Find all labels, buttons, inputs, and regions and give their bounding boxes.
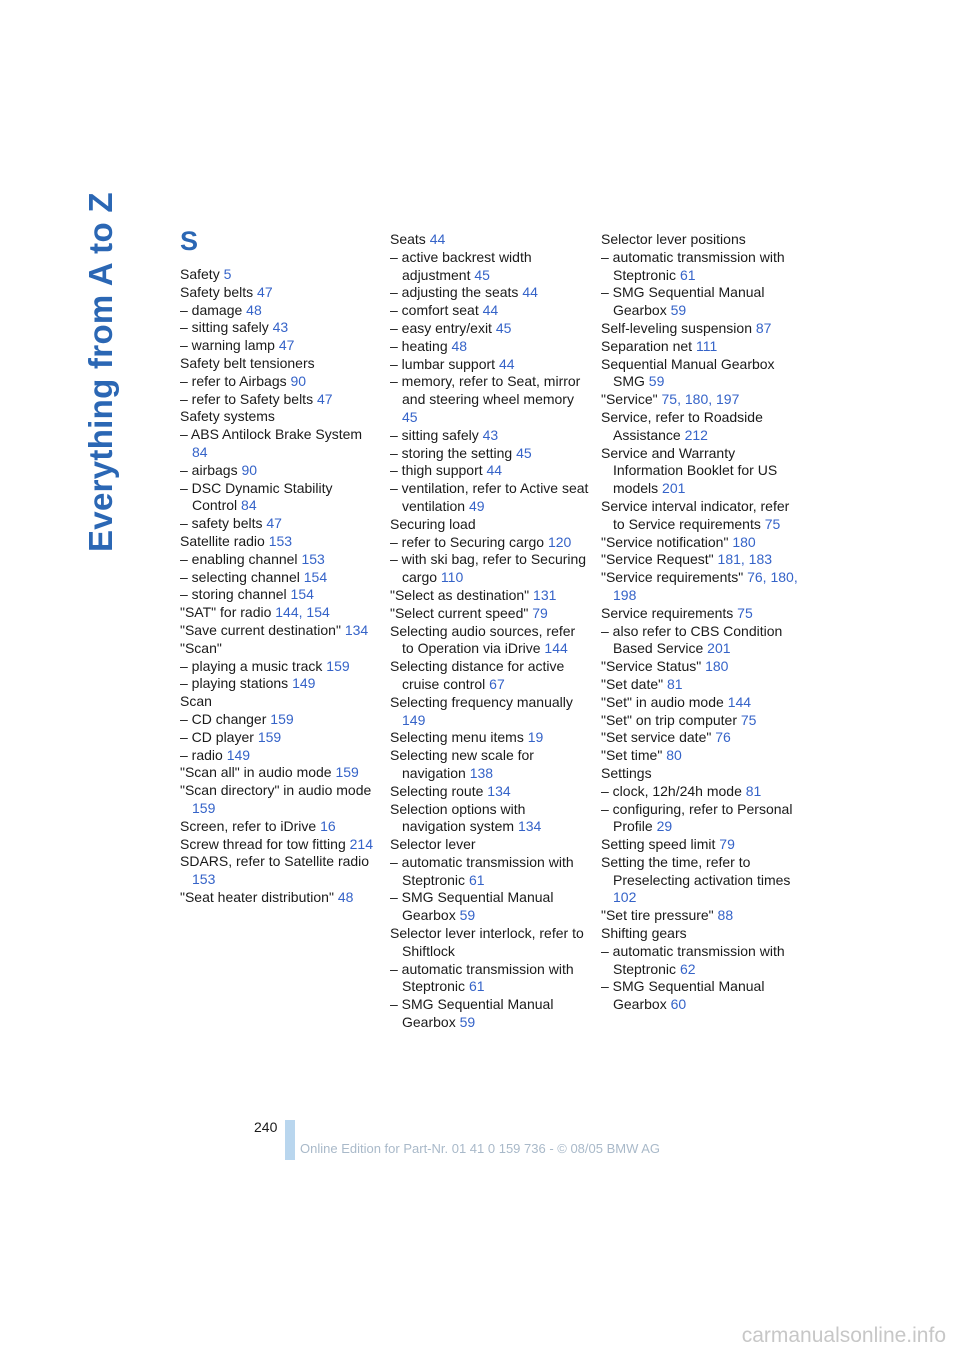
index-entry [390, 373, 590, 426]
index-entry [180, 764, 380, 782]
page-reference-link[interactable]: 5 [223, 266, 232, 282]
index-entry [390, 623, 590, 659]
entry-term: – thigh support [390, 462, 487, 479]
index-entry [601, 729, 801, 747]
page-reference-link[interactable]: 47 [316, 390, 333, 407]
page-reference-link[interactable]: 159 [270, 710, 294, 727]
page-reference-link[interactable]: 81 [666, 675, 683, 692]
index-entry [390, 854, 590, 890]
entry-term: – damage [180, 301, 247, 318]
index-entry [390, 320, 590, 338]
entry-term: – with ski bag, refer to Securing cargo [390, 551, 587, 586]
entry-term: – refer to Airbags [180, 372, 291, 389]
entry-term: Securing load [390, 515, 476, 532]
index-entry [180, 640, 380, 658]
entry-term: "Service notification" [601, 533, 733, 550]
page-reference-link[interactable]: 45 [474, 266, 490, 283]
page-reference-link[interactable]: 44 [522, 284, 538, 301]
index-entry [390, 302, 590, 320]
entry-term: Setting the time, refer to Preselecting activation times [601, 853, 791, 888]
page-reference-link[interactable]: 75 [764, 515, 781, 532]
page-reference-link[interactable]: 201 [707, 640, 731, 657]
index-entry [390, 551, 590, 587]
index-entry [390, 231, 590, 249]
entry-term: Selecting audio sources, refer to Operation via iDrive [390, 622, 576, 657]
entry-term: "Set" on trip computer [601, 711, 741, 728]
entry-term: "Set service date" [601, 729, 716, 746]
page-reference-link[interactable]: 214 [349, 835, 373, 852]
entry-term: – automatic transmission with Steptronic [601, 248, 785, 283]
side-title-bar [0, 0, 160, 1358]
page-reference-link[interactable]: 90 [290, 372, 307, 389]
index-entry [390, 427, 590, 445]
index-entry [180, 622, 380, 640]
page-reference-link[interactable]: 144 [727, 693, 752, 710]
page-reference-link[interactable]: 59 [648, 373, 665, 390]
index-entry [601, 801, 801, 837]
entry-term: Screen, refer to iDrive [180, 817, 321, 834]
index-column-2 [390, 231, 590, 1032]
entry-term: "Select as destination" [390, 586, 534, 603]
index-entry [180, 462, 380, 480]
page-reference-link[interactable]: 120 [547, 533, 572, 550]
entry-term: – safety belts [180, 515, 267, 532]
page-reference-link[interactable]: 61 [679, 266, 696, 283]
page-reference-link[interactable]: 61 [468, 871, 485, 888]
page-reference-link[interactable]: 44 [482, 302, 499, 319]
entry-term: Safety belt tensioners [180, 354, 315, 371]
page-reference-link[interactable]: 67 [489, 675, 505, 692]
index-entry [390, 534, 590, 552]
entry-term: – automatic transmission with Steptronic [390, 853, 574, 888]
index-entry [601, 943, 801, 979]
entry-term: Self-leveling suspension [601, 319, 756, 336]
page-reference-link[interactable]: 149 [292, 675, 316, 692]
entry-term: – easy entry/exit [390, 319, 496, 336]
index-entry [601, 569, 801, 605]
page-reference-link[interactable]: 212 [684, 426, 708, 443]
page-reference-link[interactable]: 79 [719, 836, 735, 853]
page-reference-link[interactable]: 180 [705, 658, 729, 675]
page-reference-link[interactable]: 149 [402, 711, 426, 728]
page-reference-link[interactable]: 159 [326, 657, 350, 674]
entry-term: "Service Status" [601, 658, 706, 675]
page-reference-link[interactable]: 76, 180, 198 [613, 569, 798, 603]
index-entry [390, 605, 590, 623]
index-entry [390, 587, 590, 605]
page-reference-link[interactable]: 48 [246, 301, 262, 318]
entry-term: Setting speed limit [601, 836, 720, 853]
entry-term: – ABS Antilock Brake System [180, 426, 363, 443]
entry-term: – ventilation, refer to Active seat ventilation [390, 480, 589, 514]
page-reference-link[interactable]: 111 [695, 337, 718, 354]
index-entry [180, 889, 380, 907]
page-reference-link[interactable]: 19 [527, 729, 544, 746]
index-entry [180, 604, 380, 622]
page-reference-link[interactable]: 84 [241, 497, 257, 514]
page-number: 240 [254, 1119, 278, 1135]
entry-term: "Scan" [180, 639, 222, 656]
entry-term: Selecting menu items [390, 729, 528, 746]
index-column-3 [601, 231, 801, 1014]
entry-term: "Service" [601, 391, 662, 408]
page-reference-link[interactable]: 90 [241, 461, 258, 478]
page-reference-link[interactable]: 110 [440, 569, 464, 586]
index-entry [180, 391, 380, 409]
index-entry [601, 658, 801, 676]
index-entry [180, 836, 380, 854]
entry-term: – DSC Dynamic Stability Control [180, 479, 333, 514]
page-reference-link[interactable]: 84 [192, 443, 208, 460]
entry-term: – storing the setting [390, 444, 517, 461]
entry-term: – enabling channel [180, 550, 302, 567]
entry-term: Service requirements [601, 604, 738, 621]
entry-term: – radio [180, 746, 227, 763]
index-entry [180, 426, 380, 462]
entry-term: "Set time" [601, 747, 667, 764]
index-entry [180, 551, 380, 569]
page-reference-link[interactable]: 47 [278, 337, 295, 354]
index-entry [390, 996, 590, 1032]
entry-term: Satellite radio [180, 532, 269, 549]
entry-term: – storing channel [180, 586, 291, 603]
index-entry [180, 408, 380, 426]
page-reference-link[interactable]: 180 [732, 533, 756, 550]
page-reference-link[interactable]: 159 [257, 728, 282, 745]
index-entry [180, 302, 380, 320]
entry-term: Service interval indicator, refer to Service requirements [601, 497, 790, 532]
entry-term: "Seat heater distribution" [180, 888, 338, 905]
index-entry [180, 586, 380, 604]
entry-term: Selector lever positions [601, 231, 746, 247]
index-entry [390, 249, 590, 285]
side-title: Everything from A to Z [82, 192, 119, 552]
index-entry [180, 319, 380, 337]
entry-term: – lumbar support [390, 355, 499, 372]
index-entry [601, 356, 801, 392]
entry-term: – comfort seat [390, 302, 483, 319]
entry-term: "Service Request" [601, 551, 718, 568]
page-reference-link[interactable]: 153 [268, 532, 293, 549]
index-entry [390, 445, 590, 463]
entry-term: "Set date" [601, 675, 667, 692]
index-entry [180, 729, 380, 747]
index-entry [601, 925, 801, 943]
entry-term: – SMG Sequential Manual Gearbox [390, 889, 554, 924]
entry-term: Safety belts [180, 283, 258, 300]
page-reference-link[interactable]: 48 [451, 337, 468, 354]
index-entry [390, 658, 590, 694]
index-entry [180, 853, 380, 889]
entry-term: "Select current speed" [390, 604, 533, 621]
entry-term: – refer to Securing cargo [390, 533, 548, 550]
page-reference-link[interactable]: 144, 154 [275, 604, 330, 621]
page-reference-link[interactable]: 75, 180, 197 [661, 391, 740, 408]
entry-term: – warning lamp [180, 337, 279, 354]
entry-term: – sitting safely [390, 426, 483, 443]
index-entry [601, 249, 801, 285]
entry-term: Safety [180, 266, 224, 282]
entry-term: Selector lever interlock, refer to Shiftlock [390, 925, 584, 959]
index-entry [601, 409, 801, 445]
entry-term: "Set tire pressure" [601, 907, 718, 924]
index-entry [180, 337, 380, 355]
page-reference-link[interactable]: 29 [656, 818, 673, 835]
entry-term: Sequential Manual Gearbox SMG [601, 355, 775, 390]
entry-term: – automatic transmission with Steptronic [390, 960, 574, 995]
index-entry [390, 747, 590, 783]
page-reference-link[interactable]: 43 [272, 319, 289, 336]
entry-term: – CD player [180, 728, 258, 745]
index-entry [390, 694, 590, 730]
index-entry [601, 694, 801, 712]
page-reference-link[interactable]: 154 [303, 568, 328, 585]
page-reference-link[interactable]: 87 [755, 319, 772, 336]
entry-term: – SMG Sequential Manual Gearbox [601, 978, 765, 1013]
page-reference-link[interactable]: 61 [468, 978, 485, 995]
entry-term: "Scan all" in audio mode [180, 764, 336, 781]
entry-term: – sitting safely [180, 319, 273, 336]
index-entry [180, 533, 380, 551]
index-entry [601, 747, 801, 765]
footer-bar [285, 1120, 295, 1160]
index-entry [601, 623, 801, 659]
entry-term: Settings [601, 764, 652, 781]
page-reference-link[interactable]: 102 [613, 889, 637, 906]
page-reference-link[interactable]: 76 [715, 729, 731, 746]
index-entry [601, 854, 801, 907]
index-entry [180, 373, 380, 391]
page-reference-link[interactable]: 44 [498, 355, 515, 372]
entry-term: – adjusting the seats [390, 284, 523, 301]
entry-term: – SMG Sequential Manual Gearbox [601, 284, 765, 319]
page-reference-link[interactable]: 59 [459, 1014, 476, 1031]
entry-term: – active backrest width adjustment [390, 248, 532, 283]
index-entry [390, 338, 590, 356]
entry-term: Seats [390, 231, 430, 247]
index-entry [601, 391, 801, 409]
entry-term: – playing a music track [180, 657, 327, 674]
entry-term: Selecting frequency manually [390, 693, 573, 710]
page-reference-link[interactable]: 153 [192, 871, 216, 888]
index-entry [390, 480, 590, 516]
entry-term: Separation net [601, 337, 696, 354]
index-entry [601, 284, 801, 320]
watermark: carmanualsonline.info [741, 1324, 946, 1347]
index-entry [601, 605, 801, 623]
page-reference-link[interactable]: 159 [192, 799, 216, 816]
index-entry [180, 747, 380, 765]
entry-term: – playing stations [180, 675, 293, 692]
index-entry [180, 266, 380, 284]
page-reference-link[interactable]: 181, 183 [717, 551, 773, 568]
index-entry [180, 782, 380, 818]
index-entry [390, 783, 590, 801]
index-entry [180, 711, 380, 729]
index-entry [180, 480, 380, 516]
section-letter: S [180, 226, 199, 256]
index-entry [180, 693, 380, 711]
index-entry [390, 889, 590, 925]
entry-term: Selection options with navigation system [390, 800, 526, 835]
entry-term: Selecting new scale for navigation [390, 747, 534, 781]
page-reference-link[interactable]: 16 [320, 817, 336, 834]
index-entry [180, 284, 380, 302]
index-entry [390, 462, 590, 480]
page-reference-link[interactable]: 201 [662, 480, 686, 497]
entry-term: – also refer to CBS Condition Based Service [601, 622, 783, 657]
entry-term: "Scan directory" in audio mode [180, 782, 372, 799]
page-reference-link[interactable]: 80 [666, 747, 682, 764]
entry-term: Shifting gears [601, 925, 687, 942]
index-entry [390, 516, 590, 534]
entry-term: – automatic transmission with Steptronic [601, 942, 785, 977]
index-entry [601, 765, 801, 783]
index-entry [390, 925, 590, 961]
page-reference-link[interactable]: 49 [468, 497, 485, 514]
entry-term: – clock, 12h/24h mode [601, 782, 746, 799]
index-entry [180, 658, 380, 676]
index-entry [601, 978, 801, 1014]
page-reference-link[interactable]: 47 [257, 283, 273, 300]
entry-term: – airbags [180, 461, 242, 478]
index-entry [180, 818, 380, 836]
entry-term: "Set" in audio mode [601, 693, 728, 710]
page-reference-link[interactable]: 134 [487, 782, 511, 799]
page-reference-link[interactable]: 144 [544, 640, 568, 657]
entry-term: "Service requirements" [601, 569, 748, 586]
page-reference-link[interactable]: 149 [226, 746, 251, 763]
index-entry [601, 551, 801, 569]
page-reference-link[interactable]: 45 [516, 444, 532, 461]
entry-term: Scan [180, 693, 212, 710]
entry-term: – selecting channel [180, 568, 304, 585]
index-entry [601, 836, 801, 854]
page-reference-link[interactable]: 134 [344, 621, 369, 638]
page-reference-link[interactable]: 59 [459, 907, 476, 924]
page-reference-link[interactable]: 60 [670, 996, 687, 1013]
page-reference-link[interactable]: 75 [740, 711, 757, 728]
entry-term: – memory, refer to Seat, mirror and steering wheel memory [390, 373, 581, 408]
index-entry [180, 569, 380, 587]
page-reference-link[interactable]: 43 [482, 426, 499, 443]
page-reference-link[interactable]: 153 [301, 550, 325, 567]
page-reference-link[interactable]: 59 [670, 302, 687, 319]
entry-term: Service, refer to Roadside Assistance [601, 408, 763, 443]
index-entry [601, 676, 801, 694]
page-reference-link[interactable]: 47 [266, 515, 282, 532]
page-reference-link[interactable]: 134 [517, 818, 542, 835]
entry-term: SDARS, refer to Satellite radio [180, 853, 370, 870]
index-entry [390, 961, 590, 997]
index-entry [390, 836, 590, 854]
footer-text: Online Edition for Part-Nr. 01 41 0 159 736 - © 08/05 BMW AG [300, 1141, 661, 1156]
index-entry [601, 498, 801, 534]
index-entry [601, 712, 801, 730]
index-column-1 [180, 266, 380, 907]
entry-term: Selecting distance for active cruise control [390, 658, 565, 692]
entry-term: – heating [390, 337, 452, 354]
entry-term: Selector lever [390, 836, 476, 853]
page-reference-link[interactable]: 154 [290, 586, 314, 603]
entry-term: – CD changer [180, 710, 271, 727]
entry-term: – refer to Safety belts [180, 390, 317, 407]
index-entry [601, 907, 801, 925]
entry-term: Selecting route [390, 782, 488, 799]
page-reference-link[interactable]: 88 [717, 907, 734, 924]
index-entry [180, 515, 380, 533]
entry-term: "Save current destination" [180, 621, 345, 638]
index-entry [180, 675, 380, 693]
page-reference-link[interactable]: 44 [429, 231, 446, 247]
page-reference-link[interactable]: 131 [533, 586, 557, 603]
page-reference-link[interactable]: 45 [495, 319, 512, 336]
entry-term: Safety systems [180, 408, 275, 425]
entry-term: – SMG Sequential Manual Gearbox [390, 996, 554, 1031]
index-entry [390, 801, 590, 837]
page-reference-link[interactable]: 62 [679, 960, 696, 977]
entry-term: – configuring, refer to Personal Profile [601, 800, 793, 835]
entry-term: Screw thread for tow fitting [180, 835, 350, 852]
page-reference-link[interactable]: 48 [337, 888, 354, 905]
index-entry [390, 284, 590, 302]
index-entry [390, 356, 590, 374]
entry-term: Service and Warranty Information Booklet for US models [601, 444, 778, 497]
page-reference-link[interactable]: 45 [402, 408, 418, 425]
entry-term: "SAT" for radio [180, 604, 276, 621]
index-entry [601, 320, 801, 338]
page-reference-link[interactable]: 81 [745, 782, 762, 799]
index-entry [180, 355, 380, 373]
index-entry [601, 783, 801, 801]
page-reference-link[interactable]: 138 [469, 764, 494, 781]
index-entry [390, 729, 590, 747]
index-entry [601, 231, 801, 249]
page-reference-link[interactable]: 159 [335, 764, 359, 781]
page-reference-link[interactable]: 79 [532, 604, 548, 621]
index-entry [601, 445, 801, 498]
page-reference-link[interactable]: 75 [737, 604, 753, 621]
index-entry [601, 534, 801, 552]
page-reference-link[interactable]: 44 [486, 462, 503, 479]
index-entry [601, 338, 801, 356]
